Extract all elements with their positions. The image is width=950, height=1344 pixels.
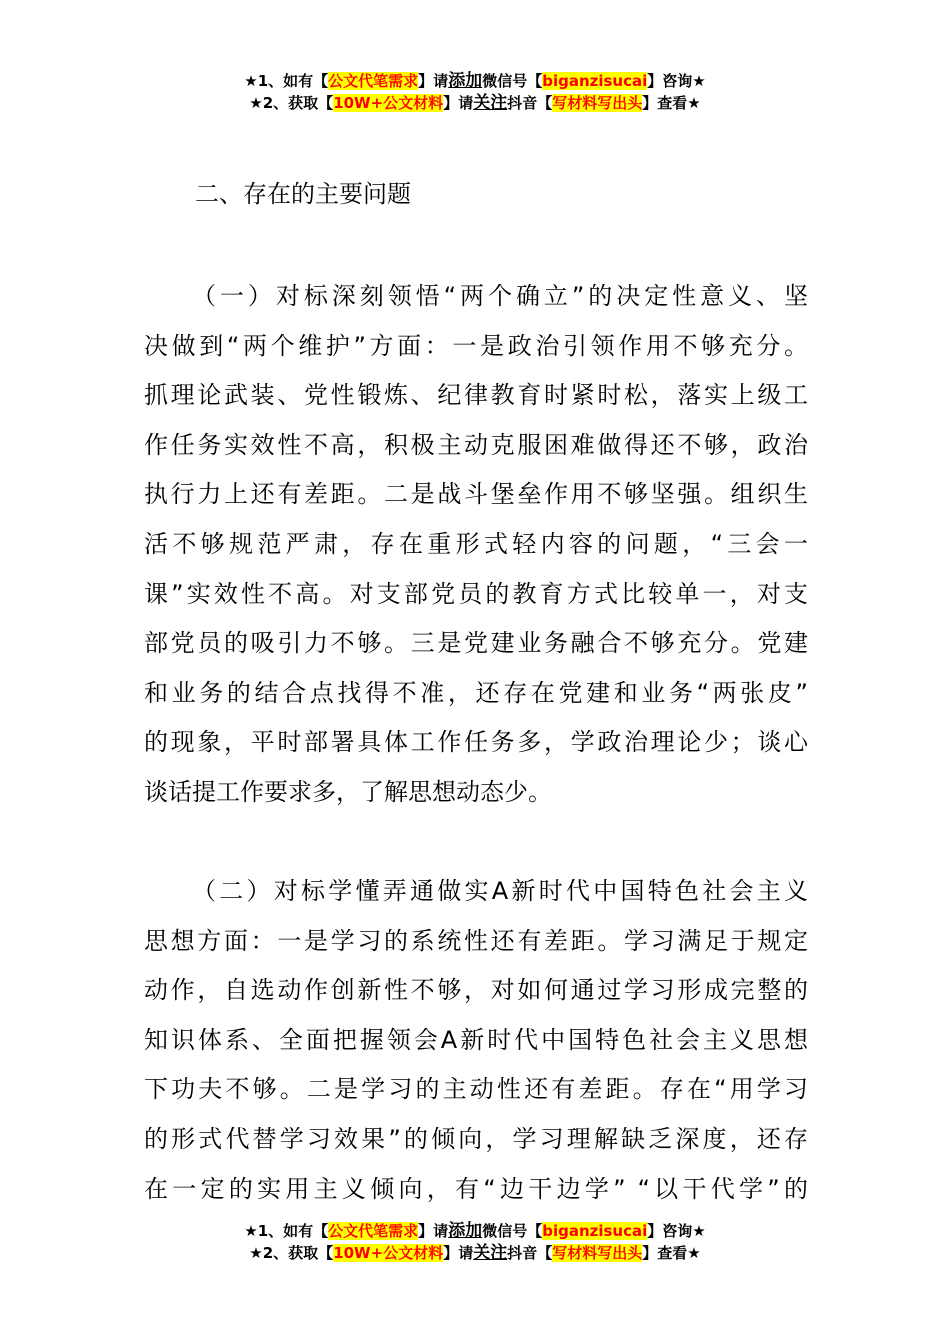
section-heading: 二、存在的主要问题	[195, 180, 411, 208]
underlined-text: 添加	[448, 1221, 483, 1241]
banner-text: 】查看★	[642, 94, 701, 112]
highlight-materials: 10W+公文材料	[333, 94, 444, 112]
highlight-wechat-id: biganzisucai	[542, 72, 648, 90]
paragraph-line: 知识体系、全面把握领会A新时代中国特色社会主义思想	[144, 1025, 808, 1054]
paragraph-line: 抓理论武装、党性锻炼、纪律教育时紧时松，落实上级工	[144, 381, 808, 410]
footer-banner	[0, 1220, 950, 1264]
highlight-douyin-account: 写材料写出头	[552, 94, 643, 112]
paragraph-line: 思想方面：一是学习的系统性还有差距。学习满足于规定	[144, 926, 808, 955]
paragraph-line: 在一定的实用主义倾向，有“边干边学” “以干代学”的	[144, 1174, 808, 1203]
banner-text: 】请	[418, 72, 449, 90]
banner-text: 】请	[443, 94, 474, 112]
paragraph-line: （二）对标学懂弄通做实A新时代中国特色社会主义	[192, 877, 808, 905]
paragraph-line: 课”实效性不高。对支部党员的教育方式比较单一，对支	[144, 579, 808, 608]
highlight-materials: 10W+公文材料	[333, 1244, 444, 1262]
underlined-text: 添加	[448, 71, 483, 91]
paragraph-line: 作任务实效性不高，积极主动克服困难做得还不够，政治	[144, 430, 808, 459]
banner-text: ★2、获取【	[249, 94, 334, 112]
banner-text: 抖音【	[507, 94, 553, 112]
paragraph-line: （一）对标深刻领悟“两个确立”的决定性意义、坚	[192, 282, 808, 310]
banner-line-2	[0, 1242, 950, 1264]
banner-text: 】请	[418, 1222, 449, 1240]
highlight-wechat-id: biganzisucai	[542, 1222, 648, 1240]
banner-text: 微信号【	[482, 72, 543, 90]
paragraph-2	[144, 867, 808, 1214]
paragraph-line: 下功夫不够。二是学习的主动性还有差距。存在“用学习	[144, 1075, 808, 1104]
paragraph-line: 执行力上还有差距。二是战斗堡垒作用不够坚强。组织生	[144, 480, 808, 509]
banner-text: ★2、获取【	[249, 1244, 334, 1262]
highlight-service: 公文代笔需求	[328, 72, 419, 90]
banner-line-1	[0, 70, 950, 92]
paragraph-line: 决做到“两个维护”方面：一是政治引领作用不够充分。	[144, 331, 808, 360]
header-banner	[0, 70, 950, 114]
banner-text: 】咨询★	[647, 72, 706, 90]
paragraph-1	[144, 272, 808, 818]
paragraph-line: 的现象，平时部署具体工作任务多，学政治理论少；谈心	[144, 728, 808, 757]
banner-text: 】查看★	[642, 1244, 701, 1262]
paragraph-line: 的形式代替学习效果”的倾向，学习理解缺乏深度，还存	[144, 1124, 808, 1153]
banner-line-1	[0, 1220, 950, 1242]
highlight-douyin-account: 写材料写出头	[552, 1244, 643, 1262]
banner-text: ★1、如有【	[244, 72, 329, 90]
highlight-service: 公文代笔需求	[328, 1222, 419, 1240]
banner-text: 】咨询★	[647, 1222, 706, 1240]
banner-text: 抖音【	[507, 1244, 553, 1262]
banner-text: 】请	[443, 1244, 474, 1262]
paragraph-line: 谈话提工作要求多，了解思想动态少。	[144, 777, 552, 806]
paragraph-line: 和业务的结合点找得不准，还存在党建和业务“两张皮”	[144, 678, 808, 707]
banner-text: ★1、如有【	[244, 1222, 329, 1240]
banner-text: 微信号【	[482, 1222, 543, 1240]
underlined-text: 关注	[473, 1243, 508, 1263]
banner-line-2	[0, 92, 950, 114]
paragraph-line: 活不够规范严肃，存在重形式轻内容的问题，“三会一	[144, 529, 808, 558]
paragraph-line: 动作，自选动作创新性不够，对如何通过学习形成完整的	[144, 976, 808, 1005]
paragraph-line: 部党员的吸引力不够。三是党建业务融合不够充分。党建	[144, 629, 808, 658]
underlined-text: 关注	[473, 93, 508, 113]
